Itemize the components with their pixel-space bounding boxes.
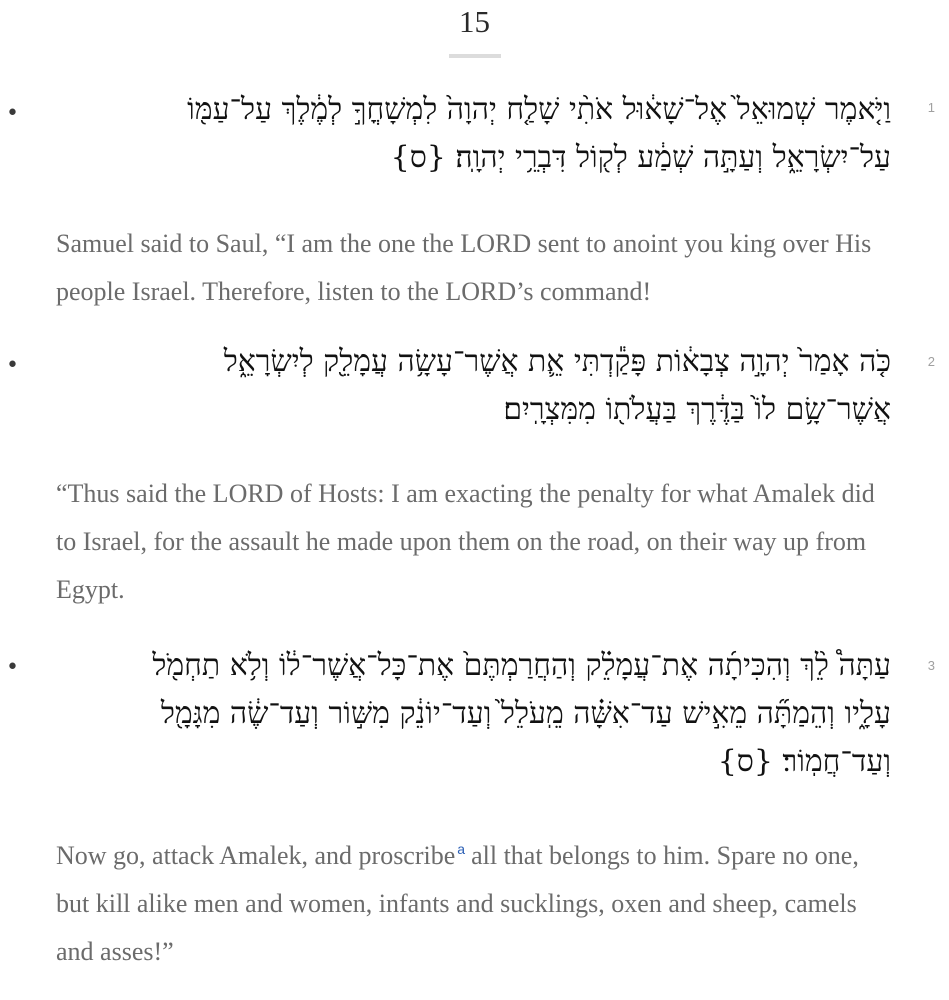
hebrew-verse-text <box>61 86 891 182</box>
chapter-divider <box>449 54 501 58</box>
footnote-marker[interactable]: a <box>457 841 466 858</box>
english-text-end: all that belongs to him. Spare no one, but kill alike men and women, infants and sucklings, oxen and sheep, camels and asses!” <box>56 841 859 966</box>
chapter-header <box>0 0 949 58</box>
english-translation: Samuel said to Saul, “I am the one the LORD sent to anoint you king over His people Israel. Therefore, listen to the LORD’s command! <box>56 229 872 306</box>
hebrew-line: אֲשֶׁר־שָׂ֥ם לוֹ֙ בַּדֶּ֔רֶךְ בַּעֲלֹת֖וֹ מִמִּצְרָֽיִם׃ <box>503 392 891 427</box>
english-translation: “Thus said the LORD of Hosts: I am exacting the penalty for what Amalek did to Israel, for the assault he made upon them on the road, on their way up from Egypt. <box>56 479 875 604</box>
english-text-start: Now go, attack Amalek, and proscribe <box>56 841 456 870</box>
hebrew-line: עַל־יִשְׂרָאֵ֑ל וְעַתָּ֣ה שְׁמַ֔ע לְק֖וֹל דִּבְרֵ֥י יְהוָֽה׃ {ס} <box>390 140 891 175</box>
english-translation <box>56 832 896 976</box>
verse-number: 1 <box>927 100 935 115</box>
hebrew-line: עָלָ֑יו וְהֵמַתָּ֞ה מֵאִ֣ישׁ עַד־אִשָּׁ֗ה מֵֽעֹלֵל֙ וְעַד־יוֹנֵ֔ק מִשּׁ֣וֹר וְעַד־שֶׂ֔ה מִגָּמָ֖ל <box>160 696 891 731</box>
verse-bullet: • <box>6 655 19 680</box>
chapter-number: 15 <box>459 4 490 39</box>
hebrew-line: עַתָּה֩ לֵ֨ךְ וְהִכִּיתָ֜ה אֶת־עֲמָלֵ֗ק וְהַחֲרַמְתֶּם֙ אֶת־כָּל־אֲשֶׁר־ל֔וֹ וְלֹ֥א תַחְמֹ֖ל <box>152 648 891 683</box>
verse-number: 2 <box>927 354 935 369</box>
hebrew-verse-text <box>61 642 891 786</box>
hebrew-line: וַיֹּ֤אמֶר שְׁמוּאֵל֙ אֶל־שָׁא֔וּל אֹתִ֨י שָׁלַ֤ח יְהוָה֙ לִמְשָׁחֳךָ֣ לְמֶ֔לֶךְ עַל־עַמּ֖וֹ <box>187 92 891 127</box>
verse-number: 3 <box>927 658 935 673</box>
hebrew-line: כֹּ֤ה אָמַר֙ יְהוָ֣ה צְבָא֔וֹת פָּקַ֕דְתִּי אֵ֛ת אֲשֶׁר־עָשָׂ֥ה עֲמָלֵ֖ק לְיִשְׂרָאֵ֑ל <box>223 344 891 379</box>
verse-bullet: • <box>6 353 19 378</box>
hebrew-verse-text <box>61 338 891 434</box>
hebrew-line: וְעַד־חֲמֽוֹר׃ {ס} <box>717 744 891 779</box>
verse-bullet: • <box>6 101 19 126</box>
